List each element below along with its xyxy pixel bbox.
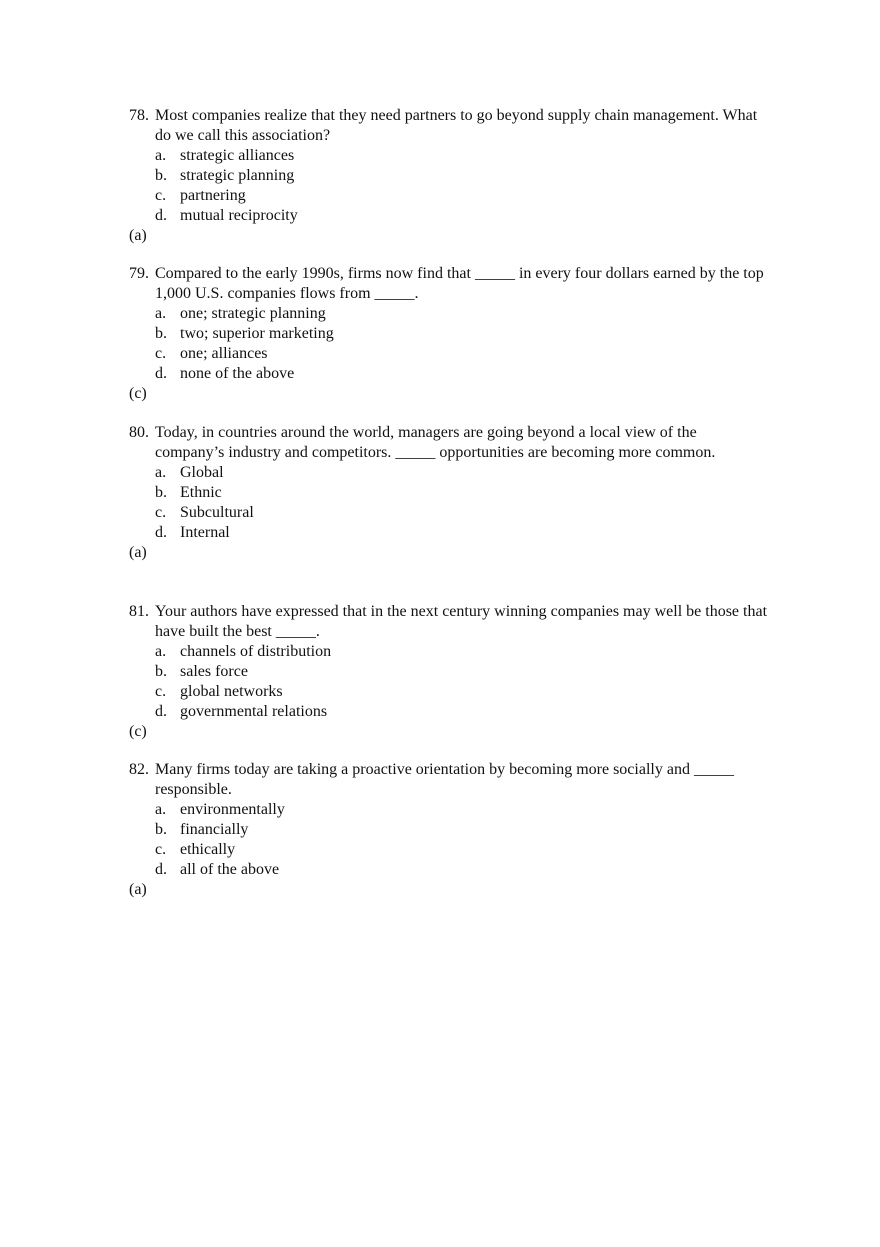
option-text: one; strategic planning <box>180 305 326 322</box>
option-d <box>129 523 769 543</box>
option-letter: b. <box>155 821 167 838</box>
question-number: 82. <box>129 761 149 778</box>
question-stem <box>129 760 769 800</box>
option-letter: d. <box>155 207 167 224</box>
option-b <box>129 820 769 840</box>
question-text: Most companies realize that they need partners to go beyond supply chain management. What do we call this association? <box>155 107 758 144</box>
question-number: 81. <box>129 603 149 620</box>
option-text: channels of distribution <box>180 643 332 660</box>
question-stem <box>129 264 769 304</box>
question-text: Your authors have expressed that in the next century winning companies may well be those that have built the best _____. <box>155 603 768 640</box>
option-c <box>129 344 769 364</box>
option-letter: b. <box>155 167 167 184</box>
option-letter: a. <box>155 643 167 660</box>
option-text: one; alliances <box>180 345 268 362</box>
option-b <box>129 662 769 682</box>
question-text: Today, in countries around the world, managers are going beyond a local view of the company’s industry and competitors. _____ opportunities are becoming more common. <box>155 424 716 461</box>
option-d <box>129 702 769 722</box>
question-81 <box>129 602 769 742</box>
option-text: Global <box>180 464 224 481</box>
answer-key: (a) <box>129 881 147 898</box>
option-text: two; superior marketing <box>180 325 334 342</box>
option-text: all of the above <box>180 861 280 878</box>
option-letter: c. <box>155 841 167 858</box>
option-text: ethically <box>180 841 236 858</box>
option-letter: a. <box>155 464 167 481</box>
option-a <box>129 800 769 820</box>
option-list <box>129 642 769 722</box>
option-text: Subcultural <box>180 504 254 521</box>
option-a <box>129 304 769 324</box>
option-b <box>129 324 769 344</box>
answer-key: (a) <box>129 544 147 561</box>
question-stem <box>129 602 769 642</box>
option-b <box>129 483 769 503</box>
option-text: environmentally <box>180 801 285 818</box>
option-letter: b. <box>155 663 167 680</box>
option-a <box>129 146 769 166</box>
answer-key: (c) <box>129 723 147 740</box>
option-list <box>129 463 769 543</box>
option-letter: c. <box>155 683 167 700</box>
option-letter: d. <box>155 365 167 382</box>
option-a <box>129 642 769 662</box>
option-letter: d. <box>155 524 167 541</box>
option-letter: d. <box>155 861 167 878</box>
option-text: strategic alliances <box>180 147 295 164</box>
option-letter: c. <box>155 187 167 204</box>
option-letter: c. <box>155 345 167 362</box>
option-text: financially <box>180 821 249 838</box>
answer-key: (a) <box>129 227 147 244</box>
option-d <box>129 364 769 384</box>
option-letter: a. <box>155 147 167 164</box>
option-d <box>129 206 769 226</box>
option-list <box>129 146 769 226</box>
question-number: 79. <box>129 265 149 282</box>
option-c <box>129 503 769 523</box>
option-text: governmental relations <box>180 703 328 720</box>
question-78 <box>129 106 769 246</box>
question-text: Many firms today are taking a proactive orientation by becoming more socially and _____ responsible. <box>155 761 734 798</box>
question-number: 78. <box>129 107 149 124</box>
question-number: 80. <box>129 424 149 441</box>
option-text: Internal <box>180 524 230 541</box>
option-c <box>129 840 769 860</box>
question-text: Compared to the early 1990s, firms now find that _____ in every four dollars earned by the top 1,000 U.S. companies flows from _____. <box>155 265 764 302</box>
option-letter: b. <box>155 484 167 501</box>
option-text: strategic planning <box>180 167 295 184</box>
option-list <box>129 800 769 880</box>
option-letter: a. <box>155 801 167 818</box>
question-stem <box>129 106 769 146</box>
option-a <box>129 463 769 483</box>
question-79 <box>129 264 769 404</box>
option-text: Ethnic <box>180 484 222 501</box>
option-text: partnering <box>180 187 246 204</box>
option-text: global networks <box>180 683 283 700</box>
question-80 <box>129 423 769 563</box>
question-stem <box>129 423 769 463</box>
option-b <box>129 166 769 186</box>
question-82 <box>129 760 769 900</box>
option-text: mutual reciprocity <box>180 207 298 224</box>
answer-key: (c) <box>129 385 147 402</box>
option-letter: c. <box>155 504 167 521</box>
option-c <box>129 682 769 702</box>
option-d <box>129 860 769 880</box>
option-letter: a. <box>155 305 167 322</box>
option-letter: d. <box>155 703 167 720</box>
option-letter: b. <box>155 325 167 342</box>
option-text: sales force <box>180 663 248 680</box>
option-c <box>129 186 769 206</box>
option-list <box>129 304 769 384</box>
option-text: none of the above <box>180 365 295 382</box>
